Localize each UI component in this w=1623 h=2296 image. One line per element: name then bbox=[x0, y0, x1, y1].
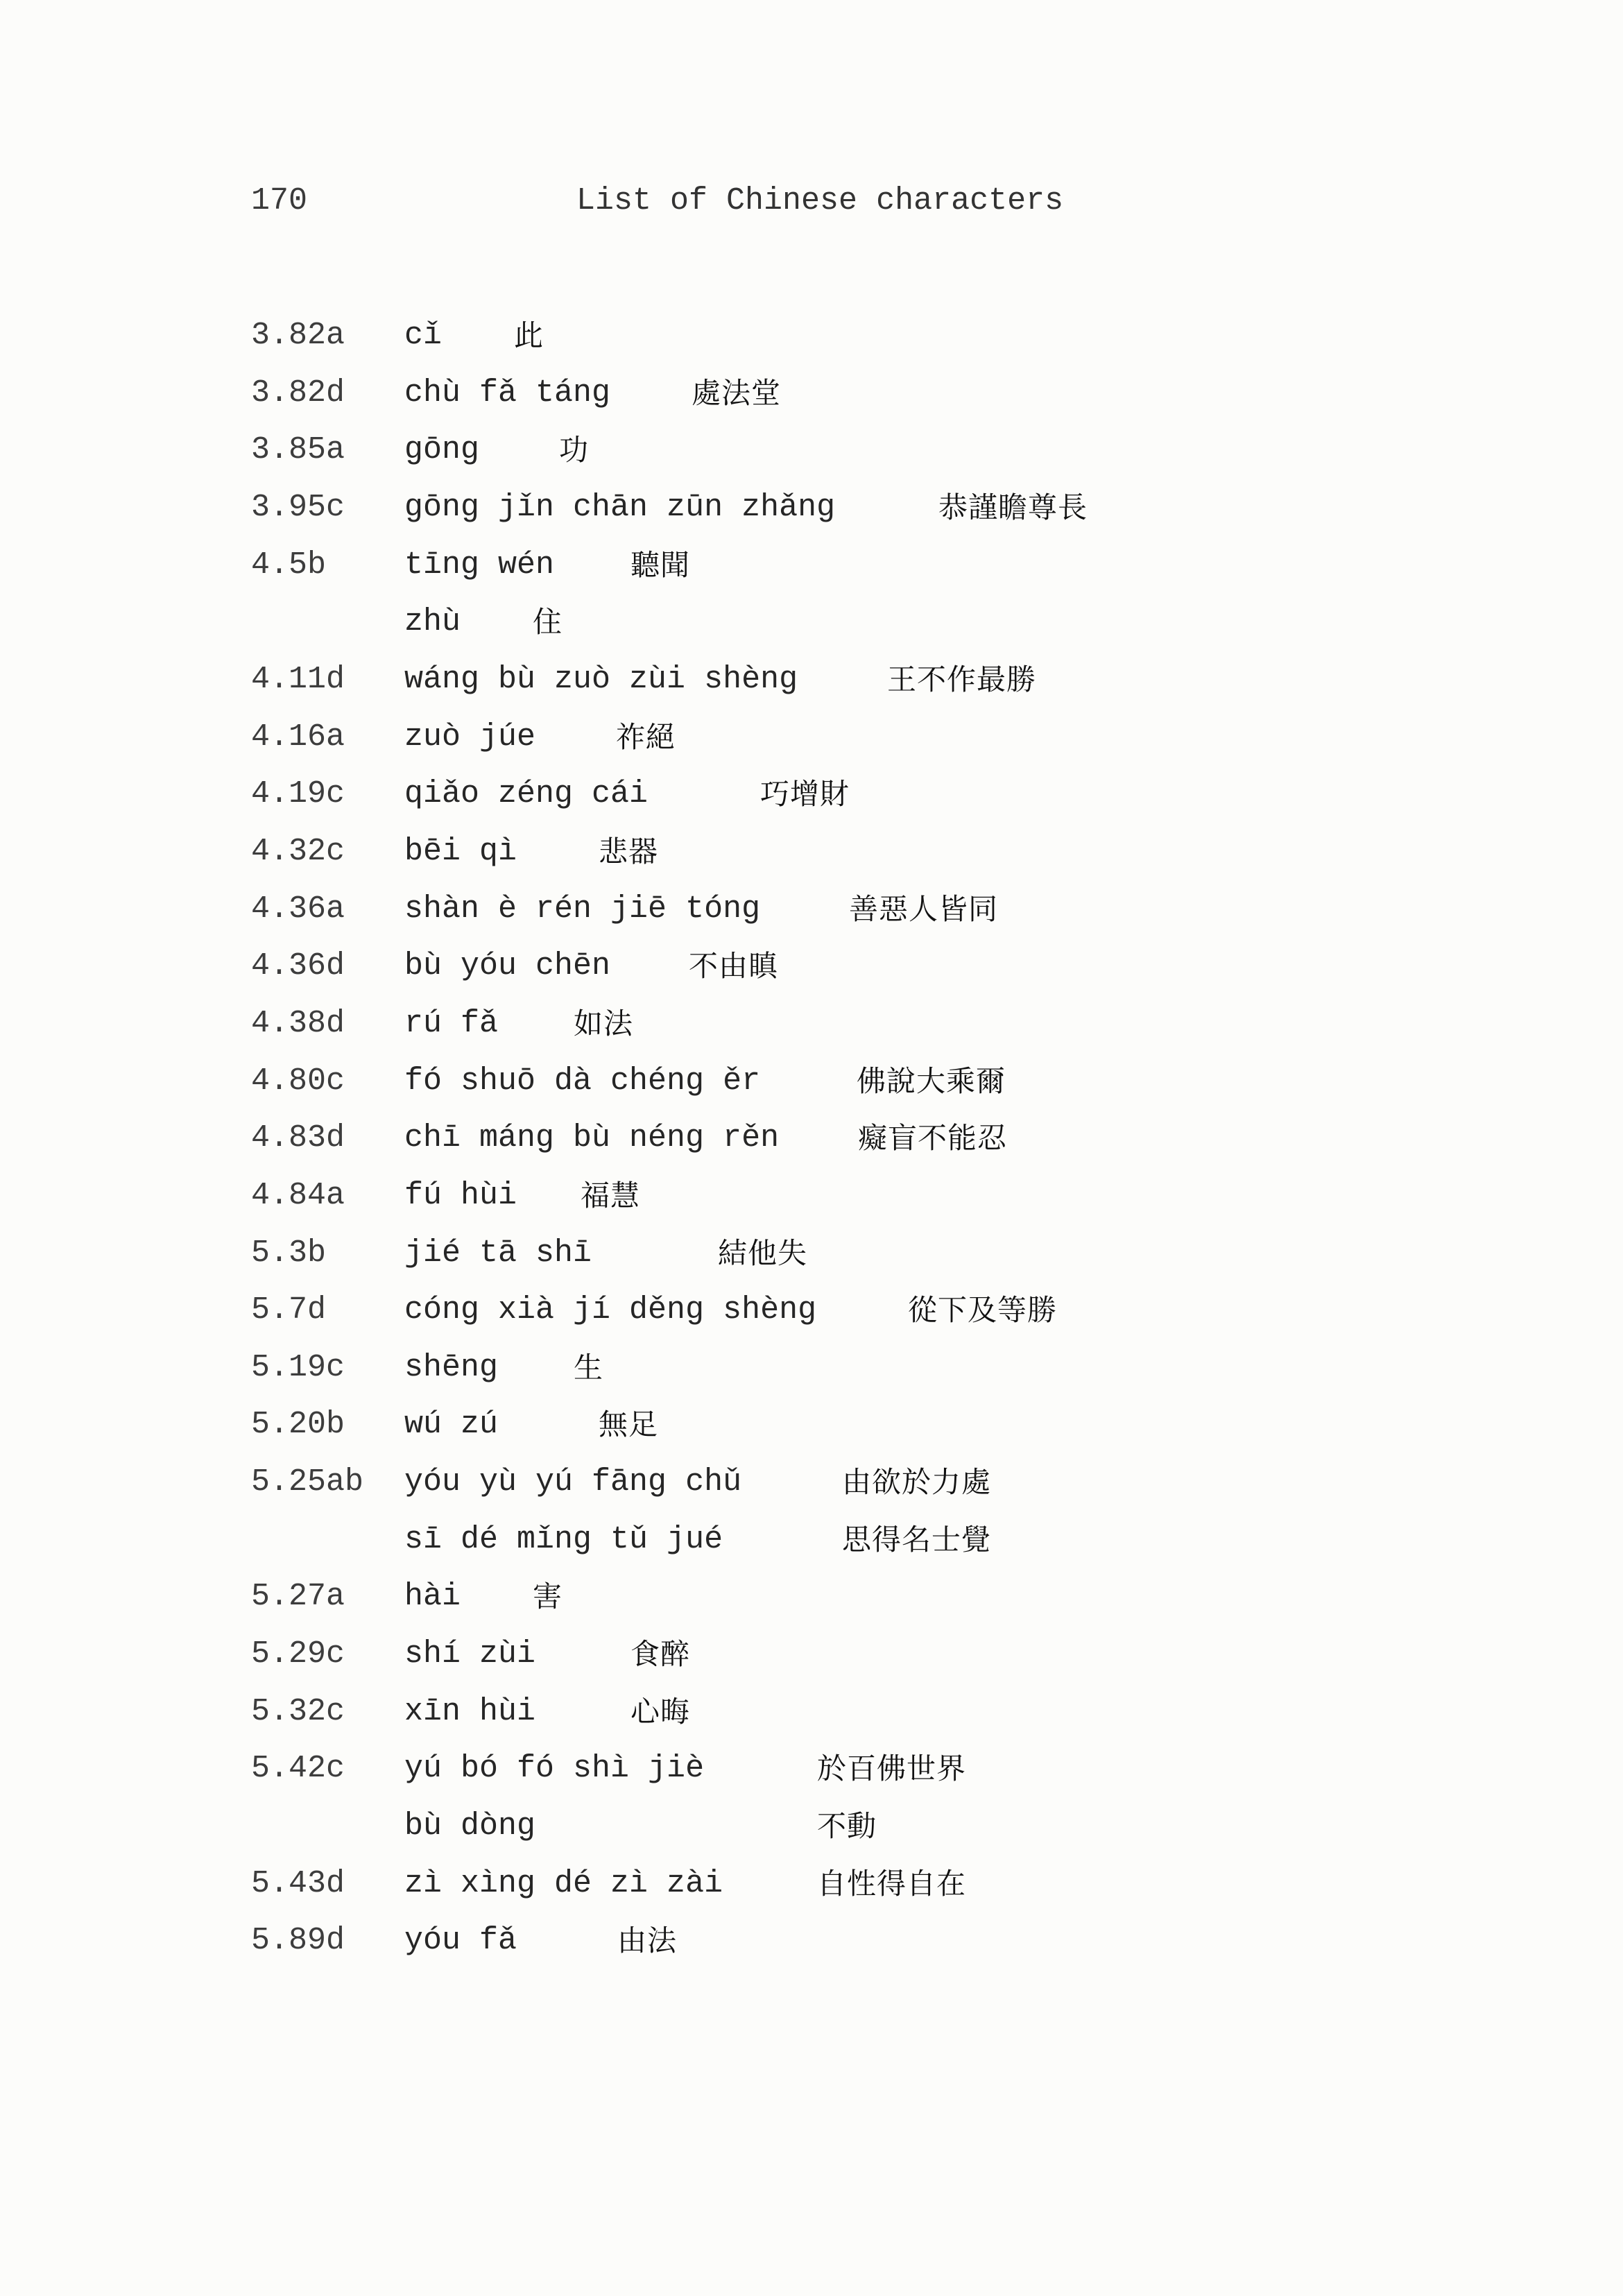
entry-pinyin: yóu yù yú fāng chǔ bbox=[404, 1464, 742, 1500]
entry-row bbox=[0, 1684, 1623, 1741]
entry-pinyin: tīng wén bbox=[404, 547, 555, 583]
entry-reference: 5.89d bbox=[251, 1923, 345, 1959]
entry-pinyin: shàn è rén jiē tóng bbox=[404, 891, 761, 927]
entry-row bbox=[0, 1454, 1623, 1511]
entry-pinyin: yóu fǎ bbox=[404, 1923, 517, 1959]
entry-pinyin: gōng jǐn chān zūn zhǎng bbox=[404, 489, 836, 525]
entry-pinyin: fó shuō dà chéng ěr bbox=[404, 1063, 761, 1099]
entry-reference: 3.82a bbox=[251, 318, 345, 353]
entry-characters: 住 bbox=[533, 605, 563, 640]
entry-reference: 4.5b bbox=[251, 547, 327, 583]
entry-row bbox=[0, 1053, 1623, 1111]
entry-pinyin: hài bbox=[404, 1579, 461, 1615]
entry-row bbox=[0, 938, 1623, 995]
entry-reference: 4.80c bbox=[251, 1063, 345, 1099]
entry-row bbox=[0, 422, 1623, 479]
entry-pinyin: bù yóu chēn bbox=[404, 948, 611, 984]
entry-row-continuation bbox=[0, 1511, 1623, 1569]
entry-row-continuation bbox=[0, 1798, 1623, 1856]
entry-row bbox=[0, 1339, 1623, 1397]
entry-reference: 5.27a bbox=[251, 1579, 345, 1615]
entry-characters: 不動 bbox=[817, 1809, 877, 1844]
entry-pinyin: rú fǎ bbox=[404, 1005, 499, 1041]
entry-row bbox=[0, 709, 1623, 766]
entry-characters: 害 bbox=[533, 1579, 563, 1614]
entry-characters: 巧增財 bbox=[760, 777, 850, 812]
entry-pinyin: shí zùi bbox=[404, 1636, 536, 1672]
entry-row bbox=[0, 1225, 1623, 1283]
entry-characters: 善惡人皆同 bbox=[849, 891, 999, 926]
entry-reference: 4.11d bbox=[251, 661, 345, 697]
entry-characters: 此 bbox=[514, 318, 544, 352]
entry-characters: 食醉 bbox=[630, 1637, 691, 1672]
entry-reference: 5.32c bbox=[251, 1693, 345, 1729]
entry-reference: 4.36a bbox=[251, 891, 345, 927]
entry-characters: 聽聞 bbox=[630, 547, 691, 582]
entry-row bbox=[0, 1396, 1623, 1454]
entry-pinyin: gōng bbox=[404, 432, 480, 468]
entry-characters: 於百佛世界 bbox=[817, 1751, 967, 1786]
entry-characters: 不由瞋 bbox=[689, 949, 779, 984]
entry-pinyin: fú hùi bbox=[404, 1177, 517, 1213]
entry-characters: 癡盲不能忍 bbox=[858, 1121, 1008, 1156]
entry-row bbox=[0, 365, 1623, 422]
entry-reference: 5.19c bbox=[251, 1349, 345, 1385]
entry-reference: 4.38d bbox=[251, 1005, 345, 1041]
entry-characters: 王不作最勝 bbox=[887, 662, 1037, 696]
entry-row bbox=[0, 766, 1623, 823]
entry-pinyin: bù dòng bbox=[404, 1808, 536, 1844]
entry-row bbox=[0, 1856, 1623, 1913]
entry-characters: 處法堂 bbox=[692, 375, 782, 410]
entry-characters: 佛說大乘爾 bbox=[857, 1063, 1006, 1098]
entry-pinyin: zì xìng dé zì zài bbox=[404, 1865, 723, 1901]
entry-row bbox=[0, 881, 1623, 939]
entry-characters: 福慧 bbox=[581, 1178, 641, 1213]
entry-reference: 4.84a bbox=[251, 1177, 345, 1213]
entry-row bbox=[0, 1626, 1623, 1684]
entry-reference: 3.82d bbox=[251, 375, 345, 411]
entry-reference: 4.19c bbox=[251, 776, 345, 812]
entry-characters: 思得名士覺 bbox=[842, 1522, 992, 1557]
entry-row bbox=[0, 1167, 1623, 1225]
entry-pinyin: chù fǎ táng bbox=[404, 375, 611, 411]
entry-reference: 5.25ab bbox=[251, 1464, 364, 1500]
entry-pinyin: qiǎo zéng cái bbox=[404, 776, 649, 812]
entry-reference: 5.20b bbox=[251, 1407, 345, 1443]
entry-reference: 5.42c bbox=[251, 1751, 345, 1787]
entry-characters: 恭謹瞻尊長 bbox=[938, 490, 1088, 524]
entry-reference: 5.29c bbox=[251, 1636, 345, 1672]
entry-pinyin: yú bó fó shì jiè bbox=[404, 1751, 705, 1787]
entry-row-continuation bbox=[0, 594, 1623, 651]
entry-row bbox=[0, 1912, 1623, 1970]
entry-reference: 3.85a bbox=[251, 432, 345, 468]
character-list bbox=[0, 307, 1623, 1970]
entry-row bbox=[0, 1568, 1623, 1626]
entry-row bbox=[0, 537, 1623, 594]
entry-characters: 結他失 bbox=[718, 1235, 808, 1270]
entry-characters: 心晦 bbox=[630, 1694, 691, 1729]
entry-reference: 4.36d bbox=[251, 948, 345, 984]
entry-row bbox=[0, 479, 1623, 537]
entry-pinyin: zhù bbox=[404, 604, 461, 640]
entry-pinyin: wáng bù zuò zùi shèng bbox=[404, 661, 798, 697]
entry-pinyin: bēi qì bbox=[404, 833, 517, 869]
entry-row bbox=[0, 1282, 1623, 1339]
entry-characters: 功 bbox=[559, 433, 590, 468]
entry-reference: 5.3b bbox=[251, 1235, 327, 1271]
entry-pinyin: wú zú bbox=[404, 1407, 499, 1443]
entry-characters: 悲器 bbox=[599, 834, 659, 868]
entry-reference: 5.7d bbox=[251, 1292, 327, 1328]
entry-row bbox=[0, 651, 1623, 709]
entry-reference: 4.16a bbox=[251, 719, 345, 755]
entry-characters: 由法 bbox=[617, 1924, 678, 1958]
entry-characters: 由欲於力處 bbox=[842, 1465, 992, 1500]
entry-row bbox=[0, 307, 1623, 365]
entry-characters: 生 bbox=[574, 1350, 604, 1385]
entry-pinyin: cǐ bbox=[404, 318, 443, 353]
entry-characters: 自性得自在 bbox=[817, 1866, 967, 1901]
entry-pinyin: cóng xià jí děng shèng bbox=[404, 1292, 817, 1328]
entry-row bbox=[0, 1740, 1623, 1798]
entry-reference: 3.95c bbox=[251, 489, 345, 525]
entry-row bbox=[0, 995, 1623, 1053]
entry-pinyin: xīn hùi bbox=[404, 1693, 536, 1729]
entry-row bbox=[0, 1110, 1623, 1167]
page-number: 170 bbox=[251, 183, 308, 219]
entry-pinyin: chī máng bù néng rěn bbox=[404, 1120, 780, 1156]
entry-characters: 祚絕 bbox=[616, 719, 676, 754]
entry-pinyin: shēng bbox=[404, 1349, 499, 1385]
entry-characters: 從下及等勝 bbox=[908, 1293, 1058, 1328]
entry-pinyin: jié tā shī bbox=[404, 1235, 592, 1271]
entry-pinyin: sī dé mǐng tǔ jué bbox=[404, 1521, 723, 1557]
entry-reference: 4.32c bbox=[251, 833, 345, 869]
entry-reference: 4.83d bbox=[251, 1120, 345, 1156]
entry-pinyin: zuò júe bbox=[404, 719, 536, 755]
entry-characters: 無足 bbox=[599, 1407, 659, 1442]
entry-reference: 5.43d bbox=[251, 1865, 345, 1901]
page-title: List of Chinese characters bbox=[576, 183, 1064, 219]
entry-row bbox=[0, 823, 1623, 881]
entry-characters: 如法 bbox=[574, 1006, 634, 1040]
